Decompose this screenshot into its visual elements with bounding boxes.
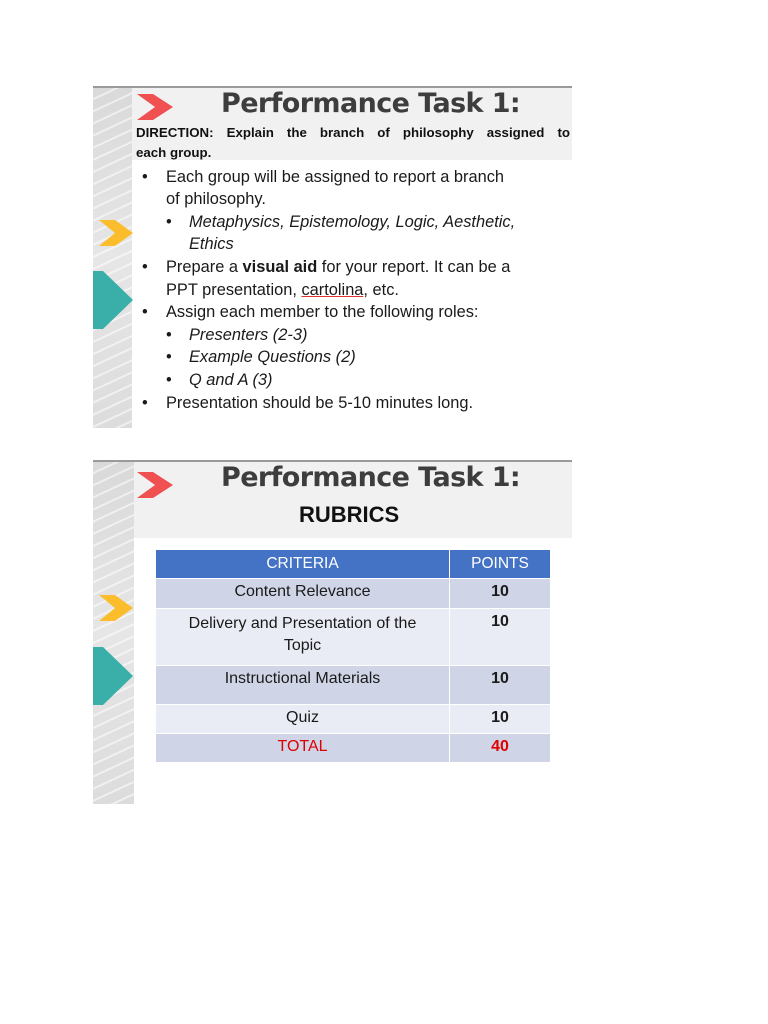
yellow-chevron-icon: [99, 220, 133, 246]
sub-bullet-marker: •: [166, 348, 172, 366]
points-cell: 10: [450, 609, 551, 666]
bullet-marker: •: [142, 303, 148, 321]
sub-bullet-text: Q and A (3): [189, 371, 273, 389]
table-total-row: [156, 734, 551, 763]
red-chevron-icon: [137, 94, 173, 120]
points-cell: 10: [450, 579, 551, 609]
column-header-points: POINTS: [450, 550, 551, 579]
points-cell: 10: [450, 666, 551, 705]
bullet-text-part: Prepare a: [166, 258, 243, 276]
direction-line-1: DIRECTION: Explain the branch of philosophy assigned to: [136, 125, 570, 140]
decorative-side-strip: [93, 460, 134, 804]
table-row: [156, 579, 551, 609]
criteria-cell: Delivery and Presentation of the Topic: [156, 609, 450, 666]
sub-bullet-text: Ethics: [189, 235, 234, 253]
total-label-cell: TOTAL: [156, 734, 450, 763]
slide-subtitle: RUBRICS: [299, 502, 400, 527]
sub-bullet-marker: •: [166, 371, 172, 389]
bullet-text-part: for your report. It can be a: [317, 258, 511, 276]
bullet-text: Each group will be assigned to report a branch: [166, 168, 505, 186]
table-row: [156, 609, 551, 666]
teal-chevron-icon: [93, 271, 133, 329]
bullet-marker: •: [142, 168, 148, 186]
sub-bullet-text: Example Questions (2): [189, 348, 356, 366]
criteria-cell: Content Relevance: [156, 579, 450, 609]
teal-chevron-icon: [93, 647, 133, 705]
criteria-cell: Quiz: [156, 705, 450, 734]
bullet-text: of philosophy.: [166, 190, 266, 208]
rubric-table: [155, 549, 551, 763]
sub-bullet-text: Presenters (2-3): [189, 326, 308, 344]
slide-performance-task-direction: [93, 86, 572, 428]
bullet-text-bold: visual aid: [242, 258, 318, 276]
table-header-row: [156, 550, 551, 579]
total-points-cell: 40: [450, 734, 551, 763]
slide-rubrics: [93, 460, 572, 804]
bullet-text: [166, 279, 399, 301]
bullet-text-part: , etc.: [363, 281, 399, 299]
sub-bullet-text: Metaphysics, Epistemology, Logic, Aesthetic,: [189, 213, 516, 231]
red-chevron-icon: [137, 472, 173, 498]
table-row: [156, 705, 551, 734]
sub-bullet-marker: •: [166, 326, 172, 344]
sub-bullet-marker: •: [166, 213, 172, 231]
bullet-text: [166, 256, 510, 278]
bullet-text: Assign each member to the following roles:: [166, 303, 479, 321]
criteria-cell: Instructional Materials: [156, 666, 450, 705]
direction-text: [136, 123, 570, 163]
bullet-marker: •: [142, 394, 148, 412]
column-header-criteria: CRITERIA: [156, 550, 450, 579]
yellow-chevron-icon: [99, 595, 133, 621]
bullet-marker: •: [142, 258, 148, 276]
table-row: [156, 666, 551, 705]
points-cell: 10: [450, 705, 551, 734]
slide-title: Performance Task 1:: [221, 88, 521, 119]
bullet-text-part: PPT presentation,: [166, 281, 302, 299]
decorative-side-strip: [93, 86, 132, 428]
slide-title: Performance Task 1:: [221, 462, 521, 493]
direction-line-2: each group.: [136, 145, 212, 160]
bullet-text: Presentation should be 5-10 minutes long.: [166, 394, 474, 412]
spellcheck-underlined-word: cartolina: [301, 281, 364, 299]
